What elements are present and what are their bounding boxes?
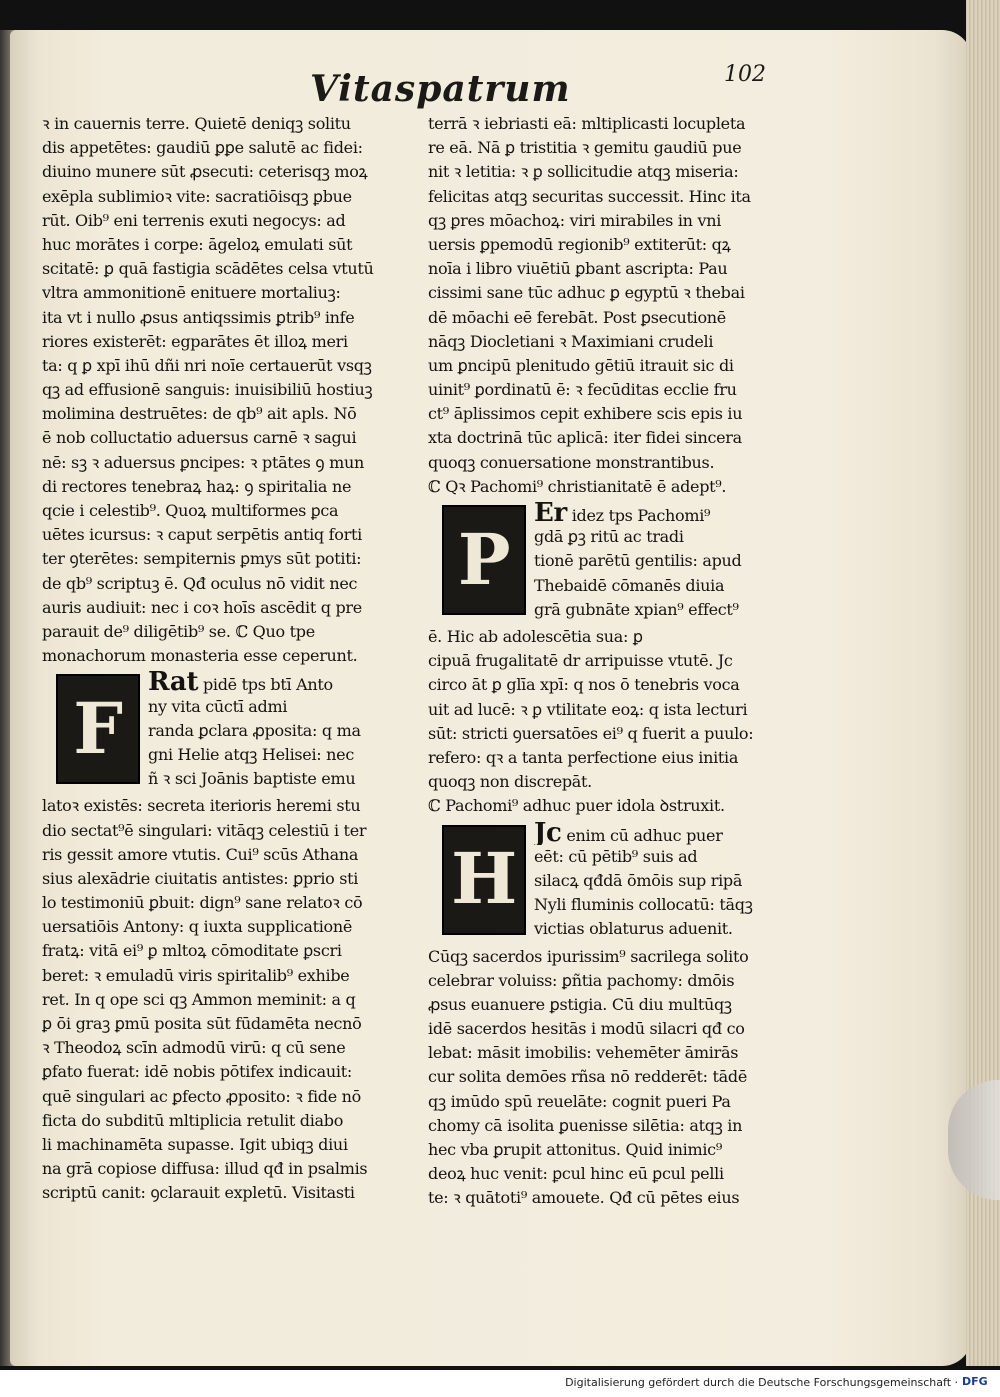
text-line: nāqꝫ Diocletiani ꝛ Maximiani crudeli <box>428 331 714 351</box>
text-line: huc morātes i corpe: āgeloꝝ emulati sūt <box>42 234 353 254</box>
text-line: uersis ꝑpemodū regionib⁹ extiterūt: qꝝ <box>428 234 731 254</box>
text-line: idē sacerdos hesitās i modū silacri qđ co <box>428 1019 745 1039</box>
text-line: ct⁹ āplissimos cepit exhibere scis epis iu <box>428 404 743 424</box>
text-line: noīa i libro viuētiū ꝑbant ascripta: Pau <box>428 259 728 279</box>
text-line: quoqꝫ conuersatione monstrantibus. <box>428 452 715 472</box>
text-line: monachorum monasteria esse ceperunt. <box>42 646 358 666</box>
text-line: ē. Hic ab adolescētia sua: ꝑ <box>428 627 643 646</box>
text-line: dio sectat⁹ē singulari: vitāqꝫ celestiū i ter <box>42 820 367 840</box>
text-line: nē: sꝫ ꝛ aduersus ꝑncipes: ꝛ ptātes ꝯ mun <box>42 452 365 472</box>
text-line: qꝫ ad effusionē sanguis: inuisibiliū hostiuꝫ <box>42 380 373 400</box>
text-line: li machinamēta supasse. Igit ubiqꝫ diui <box>42 1134 348 1154</box>
text-line: chomy cā isolita ꝑuenisse silētia: atqꝫ in <box>428 1115 743 1135</box>
text-line: sūt: stricti ꝯuersatōes ei⁹ q fuerit a puulo: <box>428 723 754 743</box>
text-line: vltra ammonitionē enituere mortaliuꝫ: <box>42 283 341 303</box>
text-line: de qb⁹ scriptuꝫ ē. Qđ oculus nō vidit nec <box>42 573 358 593</box>
left-column-top-lines <box>42 112 414 668</box>
text-line: ꝛ in cauernis terre. Quietē deniqꝫ solitu <box>42 114 351 133</box>
dfg-logo: DFG <box>962 1375 988 1388</box>
text-line: uersatiōis Antony: q iuxta supplicationē <box>42 917 353 937</box>
text-line: qcie i celestib⁹. Quoꝝ multiformes ꝑca <box>42 501 339 520</box>
woodcut-initial-icon <box>442 825 526 935</box>
text-line: quoqꝫ non discrepāt. <box>428 772 592 792</box>
text-line: dē mōachi eē ferebāt. Post ꝑsecutionē <box>428 307 726 327</box>
initial-letter: F <box>73 687 123 771</box>
text-line: eēt: cū pētib⁹ suis ad <box>534 846 698 866</box>
text-line-rest: enim cū adhuc puer <box>566 825 723 845</box>
text-line: lo testimoniū ꝑbuit: dign⁹ sane relatoꝛ cō <box>42 893 363 913</box>
text-line-rest: pidē tps btī Anto <box>202 675 333 695</box>
text-line: um ꝑncipū plenitudo gētiū itrauit sic di <box>428 355 734 375</box>
text-line: sius alexādrie ciuitatis antistes: ꝑprio sti <box>42 868 359 888</box>
text-line: ꝓsus euanuere ꝑstigia. Cū diu multūqꝫ <box>428 994 732 1014</box>
text-line: cipuā frugalitatē dr arripuisse vtutē. Jc <box>428 651 733 671</box>
text-line: molimina destruētes: de qb⁹ ait apls. Nō <box>42 404 357 424</box>
text-line: uētes icursus: ꝛ caput serpētis antiq forti <box>42 525 362 545</box>
initial-letter: H <box>451 837 517 921</box>
text-line: scitatē: ꝑ quā fastigia scādētes celsa vtutū <box>42 259 374 279</box>
footer-bar <box>0 1370 1000 1397</box>
initial-text-lines <box>148 670 414 791</box>
text-line: ret. In q ope sci qꝫ Ammon meminit: a q <box>42 989 356 1009</box>
text-line: hec vba ꝑrupit attonitus. Quid inimic⁹ <box>428 1140 722 1159</box>
text-line: circo āt ꝑ glīa xpī: q nos ō tenebris voca <box>428 675 740 695</box>
running-title: Vitaspatrum <box>310 68 571 110</box>
text-line: di rectores tenebraꝝ haꝝ: ꝯ spiritalia ne <box>42 476 352 496</box>
text-line: ta: q ꝑ xpī ihū dñi nri noīe certauerūt vsqꝫ <box>42 355 372 375</box>
text-line: randa ꝑclara ꝓposita: q ma <box>148 720 361 740</box>
text-line: ꝑ ōi graꝫ ꝑmū posita sūt fūdamēta necnō <box>42 1014 362 1033</box>
text-line: ℂ Qꝛ Pachomi⁹ christianitatē ē adept⁹. <box>428 476 727 496</box>
text-line: ñ ꝛ sci Joānis baptiste emu <box>148 769 356 789</box>
text-line: cur solita demōes rñsa nō redderēt: tādē <box>428 1067 748 1087</box>
initial-text-lines <box>534 821 800 942</box>
initial-word: Er <box>534 501 567 526</box>
text-line: quē singulari ac ꝑfecto ꝓposito: ꝛ fide nō <box>42 1086 362 1106</box>
text-line: ꝛ Theodoꝝ scīn admodū virū: q cū sene <box>42 1038 346 1058</box>
text-line: Thebaidē cōmanēs diuia <box>534 575 725 595</box>
initial-letter: P <box>457 517 511 601</box>
text-line: victias oblaturus aduenit. <box>534 919 733 939</box>
text-line: ℂ Pachomi⁹ adhuc puer idola ꝺstruxit. <box>428 796 725 816</box>
left-text-column <box>42 112 414 1206</box>
text-line: xta doctrinā tūc aplicā: iter fidei sincera <box>428 428 742 448</box>
text-line: qꝫ ꝑres mōachoꝝ: viri mirabiles in vni <box>428 210 722 230</box>
right-column-bottom-lines <box>428 945 800 1211</box>
text-line: uit ad lucē: ꝛ ꝑ vtilitate eoꝝ: q ista lecturi <box>428 699 748 719</box>
text-line: ꝑfato fuerat: idē nobis pōtifex indicauit: <box>42 1062 352 1082</box>
text-line <box>148 670 414 694</box>
text-line: grā gubnāte xpian⁹ effect⁹ <box>534 599 739 619</box>
text-line: uinit⁹ ꝑordinatū ē: ꝛ fecūditas ecclie fru <box>428 380 737 400</box>
text-line: Cūqꝫ sacerdos ipurissim⁹ sacrilega solito <box>428 946 749 966</box>
folio-number: 102 <box>724 62 766 87</box>
text-line: refero: qꝛ a tanta perfectione eius initia <box>428 747 739 767</box>
initial-word: Jc <box>534 820 562 845</box>
woodcut-initial-icon <box>442 505 526 615</box>
woodcut-initial-icon <box>56 674 140 784</box>
text-line: felicitas atqꝫ securitas successit. Hinc ita <box>428 186 751 206</box>
text-line <box>534 501 800 525</box>
text-line: silacꝝ qđdā ōmōis sup ripā <box>534 870 743 890</box>
text-line: nit ꝛ letitia: ꝛ ꝑ sollicitudie atqꝫ miseria: <box>428 162 739 182</box>
text-line: ē nob colluctatio aduersus carnē ꝛ sagui <box>42 428 357 448</box>
initial-word: Rat <box>148 670 199 695</box>
funding-credit: Digitalisierung gefördert durch die Deutsche Forschungsgemeinschaft · <box>565 1376 958 1389</box>
text-line: gdā ꝑꝫ ritū ac tradi <box>534 527 684 547</box>
text-line: na grā copiose diffusa: illud qđ in psalmis <box>42 1159 368 1179</box>
text-line: gni Helie atqꝫ Helisei: nec <box>148 744 354 764</box>
text-line: rūt. Oib⁹ eni terrenis exuti negocys: ad <box>42 210 346 230</box>
text-line: latoꝛ existēs: secreta iterioris heremi stu <box>42 796 361 816</box>
text-line: cissimi sane tūc adhuc ꝑ egyptū ꝛ thebai <box>428 283 745 303</box>
text-line: fratꝝ: vitā ei⁹ ꝑ mltoꝝ cōmoditate ꝑscri <box>42 941 342 961</box>
right-text-column <box>428 112 800 1211</box>
text-line: exēpla sublimioꝛ vite: sacratiōisqꝫ ꝑbue <box>42 186 352 206</box>
text-line-rest: idez tps Pachomi⁹ <box>571 506 711 525</box>
text-line: parauit de⁹ diligētib⁹ se. ℂ Quo tpe <box>42 621 315 641</box>
text-line <box>534 821 800 845</box>
text-line: deoꝝ huc venit: ꝑcul hinc eū ꝑcul pelli <box>428 1164 724 1184</box>
left-column-bottom-lines <box>42 794 414 1205</box>
text-line: qꝫ imūdo spū reuelāte: cognit pueri Pa <box>428 1091 731 1111</box>
right-initial-block-1 <box>428 501 800 623</box>
text-line: diuino munere sūt ꝓsecuti: ceterisqꝫ moꝝ <box>42 162 368 182</box>
right-initial-block-2 <box>428 821 800 943</box>
right-column-top-lines <box>428 112 800 499</box>
text-line: ny vita cūctī admi <box>148 696 288 716</box>
text-line: ris gessit amore vtutis. Cui⁹ scūs Athana <box>42 844 359 864</box>
left-initial-block <box>42 670 414 792</box>
text-line: te: ꝛ quātoti⁹ amouete. Qđ cū pētes eius <box>428 1188 740 1208</box>
text-line: ita vt i nullo ꝓsus antiqssimis ꝑtrib⁹ infe <box>42 307 355 327</box>
text-line: celebrar voluiss: ꝑñtia pachomy: dmōis <box>428 970 735 990</box>
text-line: riores existerēt: egparātes ēt illoꝝ meri <box>42 331 348 351</box>
text-line: dis appetētes: gaudiū ꝑꝑe salutē ac fidei: <box>42 138 363 158</box>
text-line: scriptū canit: ꝯclarauit expletū. Visitasti <box>42 1183 355 1203</box>
text-line: auris audiuit: nec i coꝛ hoīs ascēdit q pre <box>42 597 362 617</box>
text-line: tionē parētū gentilis: apud <box>534 551 742 571</box>
text-line: ter ꝯterētes: sempiternis ꝑmys sūt potiti: <box>42 549 362 569</box>
text-line: re eā. Nā ꝑ tristitia ꝛ gemitu gaudiū pue <box>428 138 742 158</box>
text-line: terrā ꝛ iebriasti eā: mltiplicasti locupleta <box>428 114 746 133</box>
text-line: ficta do subditū mltiplicia retulit diabo <box>42 1110 344 1130</box>
text-line: Nyli fluminis collocatū: tāqꝫ <box>534 895 753 915</box>
text-line: beret: ꝛ emuladū viris spiritalib⁹ exhibe <box>42 965 350 985</box>
right-column-middle-lines <box>428 625 800 819</box>
text-line: lebat: māsit imobilis: vehemēter āmirās <box>428 1043 739 1063</box>
initial-text-lines <box>534 501 800 622</box>
